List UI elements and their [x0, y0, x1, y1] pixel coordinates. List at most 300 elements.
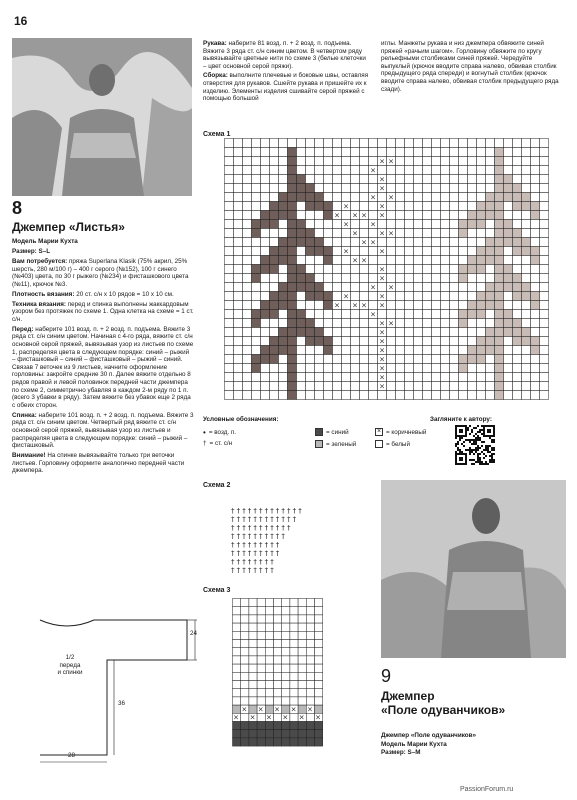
chart-cell [495, 283, 504, 292]
chart-cell [288, 310, 297, 319]
qr-module [487, 425, 489, 427]
chart-cell [288, 346, 297, 355]
chart-cell [270, 265, 279, 274]
chart-cell [288, 265, 297, 274]
qr-module [477, 453, 479, 455]
chart-cell [531, 382, 540, 391]
qr-module [455, 431, 457, 433]
chart-cell [306, 301, 315, 310]
dc-symbol: † [275, 549, 280, 558]
chart-cell [414, 265, 423, 274]
qr-module [459, 463, 461, 465]
chart-cell [459, 337, 468, 346]
qr-module [493, 425, 495, 427]
chart-cell [396, 292, 405, 301]
qr-module [465, 431, 467, 433]
chart-cell [270, 283, 279, 292]
dim-width: 28 [68, 752, 76, 759]
chart-cell [234, 391, 243, 400]
qr-module [473, 435, 475, 437]
chart-cell [342, 139, 351, 148]
legend-dc: † = ст. с/н [203, 440, 233, 447]
chart-cell [450, 157, 459, 166]
chart-cell [360, 337, 369, 346]
chart-cell [369, 373, 378, 382]
qr-module [479, 459, 481, 461]
chart-cell [306, 664, 314, 672]
chart-cell [486, 346, 495, 355]
qr-module [485, 435, 487, 437]
chart-cell [282, 722, 290, 730]
chart-cell [369, 229, 378, 238]
chart-cell [241, 730, 249, 738]
chart-cell [432, 247, 441, 256]
chart-cell [540, 283, 549, 292]
chart-cell [279, 319, 288, 328]
chart-cell [265, 615, 273, 623]
chart-cell [441, 346, 450, 355]
chart-cell [513, 301, 522, 310]
qr-module [487, 451, 489, 453]
chart-cell [441, 175, 450, 184]
chart-cell [441, 319, 450, 328]
chart-cell [369, 265, 378, 274]
chart-cell [369, 319, 378, 328]
chart-cell [225, 148, 234, 157]
model-9-number: 9 [381, 666, 392, 686]
chart-cell [298, 697, 306, 705]
chart-cell [225, 139, 234, 148]
chart-cell [257, 697, 265, 705]
brown-cell-mark: × [379, 157, 385, 166]
chart-cell [495, 166, 504, 175]
chart-cell [432, 148, 441, 157]
chart-cell [441, 382, 450, 391]
chart-cell [290, 697, 298, 705]
chart-cell [225, 373, 234, 382]
chart-cell [252, 175, 261, 184]
qr-module [481, 429, 483, 431]
chart-cell [265, 648, 273, 656]
chart-cell [351, 220, 360, 229]
chart-cell [241, 681, 249, 689]
chart-cell [369, 256, 378, 265]
chart-cell [405, 256, 414, 265]
chart-cell [504, 355, 513, 364]
chart-cell [531, 211, 540, 220]
chart-cell [477, 256, 486, 265]
chart-cell [351, 139, 360, 148]
chart-cell [405, 310, 414, 319]
brown-cell-mark: × [370, 238, 376, 247]
chart-cell [531, 346, 540, 355]
chart-cell [252, 220, 261, 229]
chart-cell [252, 238, 261, 247]
brown-cell-mark: × [352, 256, 358, 265]
chart-cell [459, 391, 468, 400]
qr-module [483, 431, 485, 433]
dc-symbol: † [259, 507, 263, 515]
chart-cell [351, 202, 360, 211]
legend-ch: • = возд. п. [203, 428, 237, 437]
chart-cell [234, 175, 243, 184]
qr-module [481, 463, 483, 465]
chart-cell [405, 202, 414, 211]
chart-cell [414, 328, 423, 337]
qr-module [479, 447, 481, 449]
chart-cell [432, 175, 441, 184]
chart-cell [423, 364, 432, 373]
qr-module [467, 439, 469, 441]
dc-symbol: † [259, 566, 263, 575]
chart-cell [387, 202, 396, 211]
chart-cell [369, 202, 378, 211]
chart-cell [486, 265, 495, 274]
chart-cell [225, 265, 234, 274]
qr-module [471, 431, 473, 433]
chart-cell [265, 738, 273, 746]
chart-cell [297, 166, 306, 175]
qr-module [479, 463, 481, 465]
chart-cell [513, 229, 522, 238]
chart-cell [432, 382, 441, 391]
chart-cell [396, 238, 405, 247]
chart-cell [282, 623, 290, 631]
legend-brown: × = коричневый [376, 428, 427, 436]
chart-cell [504, 373, 513, 382]
chart-cell [274, 681, 282, 689]
chart-cell [282, 681, 290, 689]
chart-cell [257, 738, 265, 746]
brown-cell-mark: × [370, 220, 376, 229]
chart-cell [252, 184, 261, 193]
front: Перед: наберите 101 возд. п. + 2 возд. п. подъема. Вяжите 3 ряда ст. с/н синим цветом. Начиная с 4-го ряда, вяжите ст. с/н основной серой пряжей, вывязывая узор из листьев по схеме 1, распределяя цвета в следующем порядке: синий – рыжий – фисташковый – синий – фисташковый – рыжий – синий. Связав 7 веточек из 9 листьев, начните оформление горловины: закройте средние 30 п. Далее вяжите отдельно 8 рядов правой и левой половинок передней части джемпера по схеме 2, симметрично убавляя в каждом 2-м ряду по 1 п. (всего 3 убавки в ряду). Затем вяжите без убавок еще 2 ряда с обеих сторон. [12, 325, 194, 409]
chart-cell [270, 175, 279, 184]
chart-cell [423, 220, 432, 229]
chart-cell [342, 337, 351, 346]
chart-cell [306, 238, 315, 247]
chart-cell [486, 238, 495, 247]
qr-module [459, 449, 461, 451]
dc-symbol: † [264, 558, 269, 566]
chart-cell [324, 301, 333, 310]
brown-cell-mark: × [257, 705, 264, 714]
chart-cell [241, 648, 249, 656]
chart-cell [459, 211, 468, 220]
chart-cell [351, 382, 360, 391]
chart-cell [241, 631, 249, 639]
chart-cell [369, 247, 378, 256]
qr-module [465, 461, 467, 463]
chart-cell [298, 730, 306, 738]
qr-module [477, 447, 479, 449]
chart-cell [495, 229, 504, 238]
qr-module [477, 445, 479, 447]
chart-cell [531, 337, 540, 346]
chart-cell [315, 184, 324, 193]
chart-cell [432, 211, 441, 220]
chart-cell [290, 656, 298, 664]
chart-cell [477, 364, 486, 373]
chart-cell [513, 220, 522, 229]
qr-module [485, 461, 487, 463]
dc-symbol: † [281, 532, 285, 541]
chart-cell [540, 364, 549, 373]
chart-cell [306, 346, 315, 355]
chart-cell [432, 166, 441, 175]
chart-cell [288, 391, 297, 400]
qr-module [475, 451, 477, 453]
chart-cell [504, 202, 513, 211]
chart-cell [333, 328, 342, 337]
chart-cell [270, 382, 279, 391]
dc-symbol: † [253, 558, 257, 566]
chart-cell [423, 301, 432, 310]
dc-symbol: † [275, 515, 280, 524]
chart-cell [369, 301, 378, 310]
qr-module [459, 453, 461, 455]
qr-module [483, 453, 485, 455]
dc-symbol: † [231, 558, 235, 566]
chart-cell [261, 292, 270, 301]
chart-cell [387, 220, 396, 229]
sleeves-assembly: Рукава: наберите 81 возд. п. + 2 возд. п. подъема. Вяжите 3 ряда ст. с/н синим цветом. В четвертом ряду вывязывайте цветные нити по схеме 3 (белые клеточки – цвет основной серой пряжи). Сборка: выполните плечевые и боковые швы, оставляя отверстия для рукавов. Сшейте рукава и пришейте их к изделию. Элементы изделия сшивайте серой пряжей с помощью большой [203, 40, 369, 103]
chart-cell [468, 202, 477, 211]
qr-module [465, 433, 467, 435]
chart-cell [279, 364, 288, 373]
chart-cell [495, 328, 504, 337]
chart-cell [282, 697, 290, 705]
dc-symbol: † [231, 515, 235, 524]
chart-cell [265, 681, 273, 689]
chart-cell [477, 265, 486, 274]
chart-cell [324, 337, 333, 346]
qr-code[interactable] [455, 425, 495, 465]
chart-cell [233, 738, 241, 746]
chart-cell [441, 202, 450, 211]
dc-symbol: † [292, 507, 297, 515]
chart-cell [423, 373, 432, 382]
dc-symbol: † [259, 524, 263, 532]
chart-cell [324, 139, 333, 148]
chart-cell [423, 166, 432, 175]
chart-cell [477, 184, 486, 193]
chart-cell [405, 283, 414, 292]
qr-module [491, 447, 493, 449]
chart-cell [450, 382, 459, 391]
chart-cell [234, 310, 243, 319]
chart-cell [298, 648, 306, 656]
chart-cell [423, 238, 432, 247]
chart-cell [274, 623, 282, 631]
qr-module [455, 445, 457, 447]
dim-height: 36 [118, 700, 126, 707]
chart-cell [459, 256, 468, 265]
chart-cell [459, 202, 468, 211]
qr-module [491, 425, 493, 427]
chart-cell [241, 656, 249, 664]
chart-cell [450, 310, 459, 319]
chart-cell [274, 713, 282, 721]
chart-cell [540, 310, 549, 319]
chart-cell [342, 256, 351, 265]
chart-cell [315, 337, 324, 346]
chart-cell [387, 139, 396, 148]
chart-cell [504, 274, 513, 283]
chart-cell [351, 193, 360, 202]
chart-cell [468, 373, 477, 382]
dc-symbol: † [270, 507, 274, 515]
dc-symbol: † [242, 507, 246, 515]
chart-cell [450, 328, 459, 337]
chart-cell [290, 672, 298, 680]
chart-cell [486, 229, 495, 238]
chart-cell [522, 373, 531, 382]
chart-cell [405, 247, 414, 256]
chart-cell [225, 157, 234, 166]
chart-cell [241, 697, 249, 705]
chart-cell [504, 238, 513, 247]
chart-cell [396, 346, 405, 355]
chart-cell [225, 229, 234, 238]
chart-cell [241, 623, 249, 631]
chart-cell [450, 139, 459, 148]
chart-cell [257, 713, 265, 721]
chart-cell [351, 184, 360, 193]
brown-cell-mark: × [379, 247, 385, 256]
chart-cell [297, 391, 306, 400]
chart-cell [297, 283, 306, 292]
chart-cell [324, 346, 333, 355]
chart-cell [249, 656, 257, 664]
chart-cell [459, 229, 468, 238]
chart-cell [486, 355, 495, 364]
chart-cell [459, 364, 468, 373]
chart-cell [261, 229, 270, 238]
chart-cell [333, 373, 342, 382]
brown-cell-mark: × [334, 301, 340, 310]
chart-cell [252, 256, 261, 265]
chart-cell [243, 166, 252, 175]
chart-cell [360, 373, 369, 382]
qr-module [489, 431, 491, 433]
chart-cell [522, 355, 531, 364]
chart-cell [282, 656, 290, 664]
brown-cell-mark: × [388, 283, 394, 292]
chart-cell [279, 337, 288, 346]
chart-cell [369, 346, 378, 355]
chart-cell [298, 705, 306, 713]
chart-cell [225, 382, 234, 391]
chart-cell [315, 220, 324, 229]
chart-cell [315, 157, 324, 166]
chart-cell [486, 202, 495, 211]
chart-cell [531, 373, 540, 382]
chart-cell [351, 319, 360, 328]
chart-cell [270, 157, 279, 166]
chart-cell [324, 229, 333, 238]
qr-module [483, 441, 485, 443]
chart-cell [279, 139, 288, 148]
qr-module [455, 457, 457, 459]
chart-cell [351, 175, 360, 184]
chart-cell [249, 664, 257, 672]
chart-cell [423, 229, 432, 238]
chart-cell [396, 184, 405, 193]
chart-cell [423, 319, 432, 328]
chart-cell [495, 148, 504, 157]
qr-module [469, 447, 471, 449]
brown-cell-mark: × [388, 229, 394, 238]
chart-cell [243, 184, 252, 193]
chart-cell [265, 607, 273, 615]
chart-cell [495, 256, 504, 265]
chart-cell [279, 211, 288, 220]
chart-cell [315, 623, 323, 631]
chart-cell [306, 211, 315, 220]
chart-cell [257, 648, 265, 656]
chart-cell [513, 337, 522, 346]
chart-cell [459, 373, 468, 382]
chart-cell [450, 220, 459, 229]
brown-cell-mark: × [352, 229, 358, 238]
chart-cell [333, 148, 342, 157]
dc-symbol: † [264, 566, 269, 575]
chart-cell [333, 184, 342, 193]
chart-cell [513, 148, 522, 157]
qr-module [477, 461, 479, 463]
qr-module [455, 435, 457, 437]
chart-cell [468, 364, 477, 373]
chart-cell [270, 346, 279, 355]
chart-cell [306, 631, 314, 639]
chart-cell [495, 193, 504, 202]
chart-cell [282, 672, 290, 680]
chart-cell [225, 193, 234, 202]
chart-cell [265, 705, 273, 713]
chart-cell [369, 184, 378, 193]
chart-cell [333, 139, 342, 148]
chart-cell [288, 247, 297, 256]
chart-cell [257, 730, 265, 738]
qr-module [471, 459, 473, 461]
chart-cell [540, 157, 549, 166]
brown-cell-mark: × [388, 319, 394, 328]
chart-cell [441, 247, 450, 256]
chart-cell [531, 256, 540, 265]
chart-cell [540, 229, 549, 238]
dc-symbol: † [275, 524, 280, 532]
qr-module [479, 437, 481, 439]
chart-cell [288, 229, 297, 238]
chart-cell [369, 337, 378, 346]
chart-cell [477, 220, 486, 229]
chart-cell [432, 265, 441, 274]
chart-cell [360, 220, 369, 229]
brown-cell-mark: × [370, 283, 376, 292]
chart-cell [282, 705, 290, 713]
chart-cell [261, 202, 270, 211]
chart-cell [450, 355, 459, 364]
chart-cell [257, 664, 265, 672]
chart-cell [315, 681, 323, 689]
chart-cell [270, 337, 279, 346]
chart-cell [315, 274, 324, 283]
qr-module [455, 427, 457, 429]
chart-cell [252, 364, 261, 373]
chart-cell [261, 265, 270, 274]
brown-cell-mark: × [274, 705, 281, 714]
